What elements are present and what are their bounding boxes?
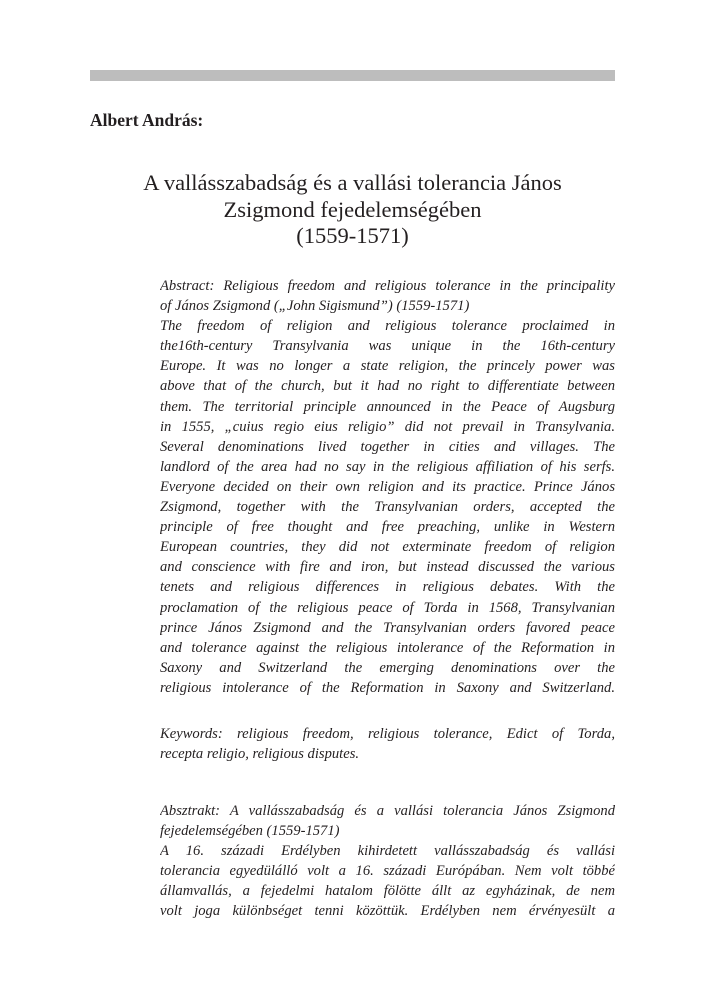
keywords-line: recepta religio, religious disputes. [160, 746, 360, 763]
abstract-heading-line: of János Zsigmond („John Sigismund”) (1559-1571) [160, 298, 470, 315]
hungarian-abstract [160, 801, 615, 922]
absztrakt-heading-line: Absztrakt: A vallásszabadság és a vallási tolerancia János Zsigmond [160, 803, 615, 819]
abstract-body-line: them. The territorial principle announced in the Peace of Augsburg [160, 398, 615, 415]
abstract-body-line: and conscience with fire and iron, but instead discussed the various [160, 559, 615, 576]
absztrakt-body-line: volt joga különbséget tenni közöttük. Erdélyben nem érvényesült a [160, 903, 615, 920]
abstract-heading-line: Abstract: Religious freedom and religious tolerance in the principality [160, 278, 615, 294]
abstract-body-line: European countries, they did not exterminate freedom of religion [160, 539, 615, 556]
absztrakt-body-line: államvallás, a fejedelmi hatalom fölötte állt az egyházinak, de nem [160, 883, 615, 900]
abstract-body-line: Everyone decided on their own religion and its practice. Prince János [160, 478, 615, 495]
title-line: Zsigmond fejedelemségében [223, 196, 482, 222]
absztrakt-heading-line: fejedelemségében (1559-1571) [160, 823, 340, 840]
title-line: (1559-1571) [296, 223, 409, 248]
abstract-body-line: Europe. It was no longer a state religion, the princely power was [160, 358, 615, 375]
abstract-body-line: tenets and religious differences in religious debates. With the [160, 579, 615, 596]
abstract-body-line: above that of the church, but it had no right to differentiate between [160, 378, 615, 395]
absztrakt-body-line: tolerancia egyedülálló volt a 16. századi Európában. Nem volt többé [160, 863, 615, 880]
abstract-body-line: Zsigmond, together with the Transylvanian orders, accepted the [160, 499, 615, 516]
abstract-body-line: religious intolerance of the Reformation in Saxony and Switzerland. [160, 679, 615, 696]
title-line: A vallásszabadság és a vallási tolerancia János [143, 170, 562, 195]
author-name: Albert András: [90, 110, 204, 130]
abstract-body-line: and tolerance against the religious intolerance of the Reformation in [160, 639, 615, 656]
keywords [160, 724, 615, 764]
abstract-body-line: The freedom of religion and religious tolerance proclaimed in [160, 318, 615, 335]
header-rule [90, 70, 615, 81]
abstract-body-line: in 1555, „cuius regio eius religio” did not prevail in Transylvania. [160, 418, 615, 435]
english-abstract [160, 276, 615, 698]
abstract-body-line: Saxony and Switzerland the emerging denominations over the [160, 659, 615, 676]
abstract-body-line: Several denominations lived together in cities and villages. The [160, 438, 615, 455]
abstract-body-line: prince János Zsigmond and the Transylvanian orders favored peace [160, 619, 615, 636]
keywords-line: Keywords: religious freedom, religious tolerance, Edict of Torda, [160, 726, 615, 742]
article-title [90, 170, 615, 250]
abstract-body-line: principle of free thought and free preaching, unlike in Western [160, 519, 615, 536]
abstract-body-line: the16th-century Transylvania was unique in the 16th-century [160, 338, 615, 355]
abstract-body-line: proclamation of the religious peace of Torda in 1568, Transylvanian [160, 599, 615, 616]
absztrakt-body-line: A 16. századi Erdélyben kihirdetett vallásszabadság és vallási [160, 843, 615, 860]
abstract-body-line: landlord of the area had no say in the religious affiliation of his serfs. [160, 458, 615, 475]
